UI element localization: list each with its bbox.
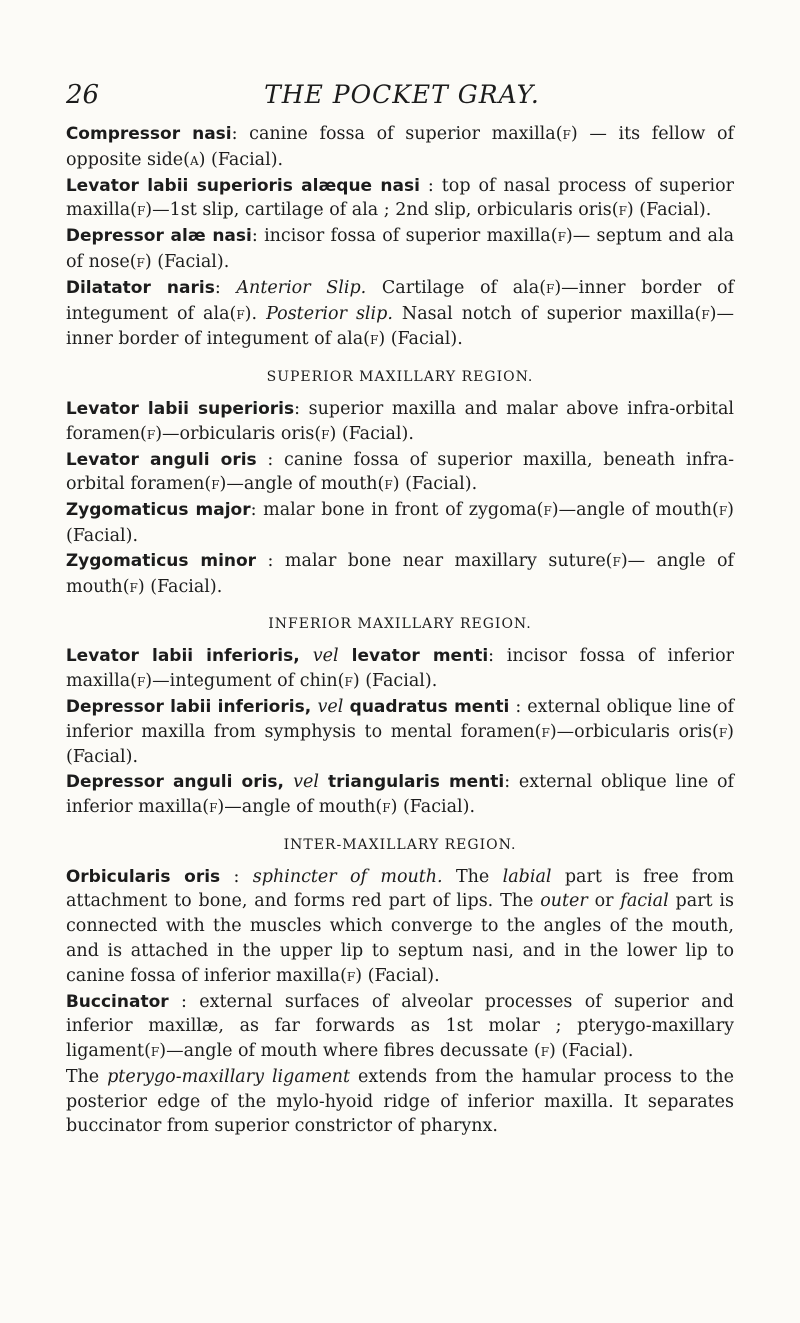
muscle-name: Depressor anguli oris, [65, 772, 294, 793]
nerve-abbrev: F [557, 230, 566, 245]
nerve-abbrev: F [370, 333, 379, 348]
muscle-entry [66, 448, 734, 499]
nerve-abbrev: F [136, 255, 145, 270]
entry-text: )—integument of chin( [145, 670, 345, 691]
nerve-abbrev: F [562, 128, 571, 142]
nerve-abbrev: F [612, 554, 621, 569]
entry-text: : external surfaces of alveolar processes of superior and inferior maxillæ, as far forwards as 1st molar ; pterygo-maxillary ligament( [66, 991, 734, 1062]
page-header [66, 80, 738, 110]
muscle-name: levator menti [338, 646, 489, 667]
muscle-name: quadratus menti [343, 696, 510, 717]
entry-text: ) (Facial). [626, 200, 712, 221]
entry-text: ) (Facial). [549, 1041, 634, 1062]
entry-text: )—inner border of integument of ala( [66, 277, 734, 324]
muscle-entry [66, 770, 734, 821]
entry-text: )— septum and ala of nose( [66, 226, 734, 272]
entry-text: The [442, 866, 503, 887]
section-heading: INFERIOR MAXILLARY REGION. [268, 616, 532, 633]
entry-text: : malar bone in front of zygoma( [250, 500, 544, 521]
muscle-name: Depressor labii inferioris, [65, 696, 318, 717]
italic-text: vel [293, 772, 319, 793]
page-number: 26 [66, 80, 100, 110]
entry-text: extends from the hamular process to the posterior edge of the mylo-hyoid ridge of inferior maxilla. It separates buccinator from superior constrictor of pharynx. [66, 1066, 734, 1137]
nerve-abbrev: F [136, 204, 146, 219]
entry-text: The [65, 1066, 108, 1087]
muscle-name: Levator labii superioris [65, 398, 295, 419]
entry-text: )—orbicularis oris( [549, 721, 719, 742]
entry-text: : malar bone near maxillary suture( [256, 550, 613, 571]
nerve-abbrev: A [189, 153, 199, 168]
nerve-abbrev: F [382, 800, 391, 815]
entry-text: : incisor fossa of inferior maxilla( [66, 646, 735, 691]
entry-text: ) (Facial). [137, 576, 223, 597]
muscle-entry [66, 397, 734, 448]
muscle-name: Levator labii superioris alæque nasi [65, 175, 420, 196]
nerve-abbrev: F [146, 427, 156, 442]
entry-text: ) (Facial). [378, 329, 463, 350]
muscle-entry [66, 549, 734, 601]
entry-text: ) (Facial). [66, 721, 734, 768]
nerve-abbrev: F [236, 307, 245, 322]
entry-text: )—orbicularis oris( [155, 423, 322, 444]
nerve-abbrev: F [718, 725, 728, 740]
muscle-entry [66, 174, 734, 225]
nerve-abbrev: F [618, 204, 627, 219]
italic-text: Posterior slip. [266, 303, 393, 324]
entry-text: )—inner border of integument of ala( [66, 303, 734, 350]
entry-text: ). [244, 303, 267, 324]
italic-text: Anterior Slip. [236, 277, 367, 298]
nerve-abbrev: F [540, 1045, 550, 1060]
entry-text: )—angle of mouth( [219, 474, 385, 495]
entry-text: ) (Facial). [198, 149, 284, 170]
entry-text: : canine fossa of superior maxilla( [231, 124, 563, 144]
entry-text: ) (Facial). [66, 500, 734, 546]
muscle-entry [66, 865, 734, 990]
entry-text: : incisor fossa of superior maxilla( [251, 226, 558, 247]
entry-text: ) (Facial). [352, 670, 438, 691]
nerve-abbrev: F [129, 580, 138, 595]
entry-text: : superior maxilla and malar above infra-orbital foramen( [66, 398, 734, 444]
nerve-abbrev: F [384, 478, 393, 493]
entry-text: ) (Facial). [355, 965, 440, 986]
entry-text: or [587, 891, 621, 912]
nerve-abbrev: F [211, 478, 220, 493]
entry-text: )— angle of mouth( [66, 550, 734, 597]
nerve-abbrev: F [546, 281, 555, 296]
nerve-abbrev: F [150, 1045, 160, 1060]
entry-text: : top of nasal process of superior maxilla( [66, 175, 734, 221]
page-body [66, 122, 734, 1139]
entry-text: ) (Facial). [392, 474, 478, 495]
entry-text: )—angle of mouth( [217, 796, 383, 817]
entry-text: )—angle of mouth( [551, 500, 719, 521]
muscle-name: Zygomaticus minor [65, 550, 257, 571]
italic-text: sphincter of mouth. [252, 866, 443, 887]
entry-text: )—1st slip, cartilage of ala ; 2nd slip, orbicularis oris( [145, 200, 619, 221]
muscle-name: Levator anguli oris [65, 449, 257, 470]
muscle-entry [66, 122, 734, 174]
entry-text: : canine fossa of superior maxilla, beneath infra-orbital foramen( [66, 449, 735, 495]
muscle-name: Orbicularis oris [65, 866, 221, 887]
entry-text: )—angle of mouth where fibres decussate ( [159, 1041, 541, 1062]
italic-text: outer [540, 891, 588, 912]
section-heading: INTER-MAXILLARY REGION. [283, 836, 517, 853]
section-heading: SUPERIOR MAXILLARY REGION. [266, 369, 534, 386]
nerve-abbrev: F [136, 674, 146, 689]
muscle-name: Zygomaticus major [65, 500, 251, 521]
muscle-entry [66, 990, 734, 1065]
nerve-abbrev: F [718, 504, 728, 519]
muscle-entry [66, 1065, 734, 1139]
entry-text: ) (Facial). [329, 423, 414, 444]
nerve-abbrev: F [543, 504, 552, 519]
muscle-name: Buccinator [65, 991, 169, 1012]
running-title: THE POCKET GRAY. [264, 80, 540, 109]
muscle-name: Dilatator naris [65, 277, 215, 298]
nerve-abbrev: F [344, 674, 353, 689]
entry-text: Nasal notch of superior maxilla( [392, 303, 702, 324]
muscle-entry [66, 498, 734, 549]
italic-text: vel [312, 646, 339, 667]
muscle-name: Depressor alæ nasi [65, 226, 252, 247]
muscle-entry [66, 224, 734, 276]
entry-text: : external oblique line of inferior maxilla( [66, 772, 734, 817]
nerve-abbrev: F [701, 307, 710, 322]
italic-text: facial [620, 891, 669, 912]
nerve-abbrev: F [209, 800, 218, 815]
italic-text: vel [317, 696, 344, 717]
entry-text: : [214, 277, 237, 298]
nerve-abbrev: F [541, 725, 550, 740]
entry-text: ) (Facial). [144, 251, 230, 272]
muscle-name: triangularis menti [318, 772, 505, 793]
entry-text: part is free from attachment to bone, and forms red part of lips. The [66, 866, 734, 912]
muscle-entry [66, 695, 734, 770]
entry-text: : external oblique line of inferior maxilla from symphysis to mental foramen( [66, 696, 734, 742]
italic-text: labial [502, 866, 552, 887]
nerve-abbrev: F [321, 427, 330, 442]
nerve-abbrev: F [346, 969, 356, 984]
muscle-entry [66, 276, 734, 353]
entry-text: ) — its fellow of opposite side( [66, 124, 734, 170]
muscle-name: Compressor nasi [65, 124, 232, 144]
entry-text: ) (Facial). [390, 796, 476, 817]
entry-text: Cartilage of ala( [366, 277, 547, 298]
entry-text: : [220, 866, 253, 887]
entry-text: part is connected with the muscles which converge to the angles of the mouth, and is attached in the upper lip to septum nasi, and in the lower lip to canine fossa of inferior maxilla( [66, 891, 735, 986]
muscle-entry [66, 644, 734, 695]
italic-text: pterygo-maxillary ligament [107, 1066, 351, 1087]
muscle-name: Levator labii inferioris, [65, 646, 313, 667]
